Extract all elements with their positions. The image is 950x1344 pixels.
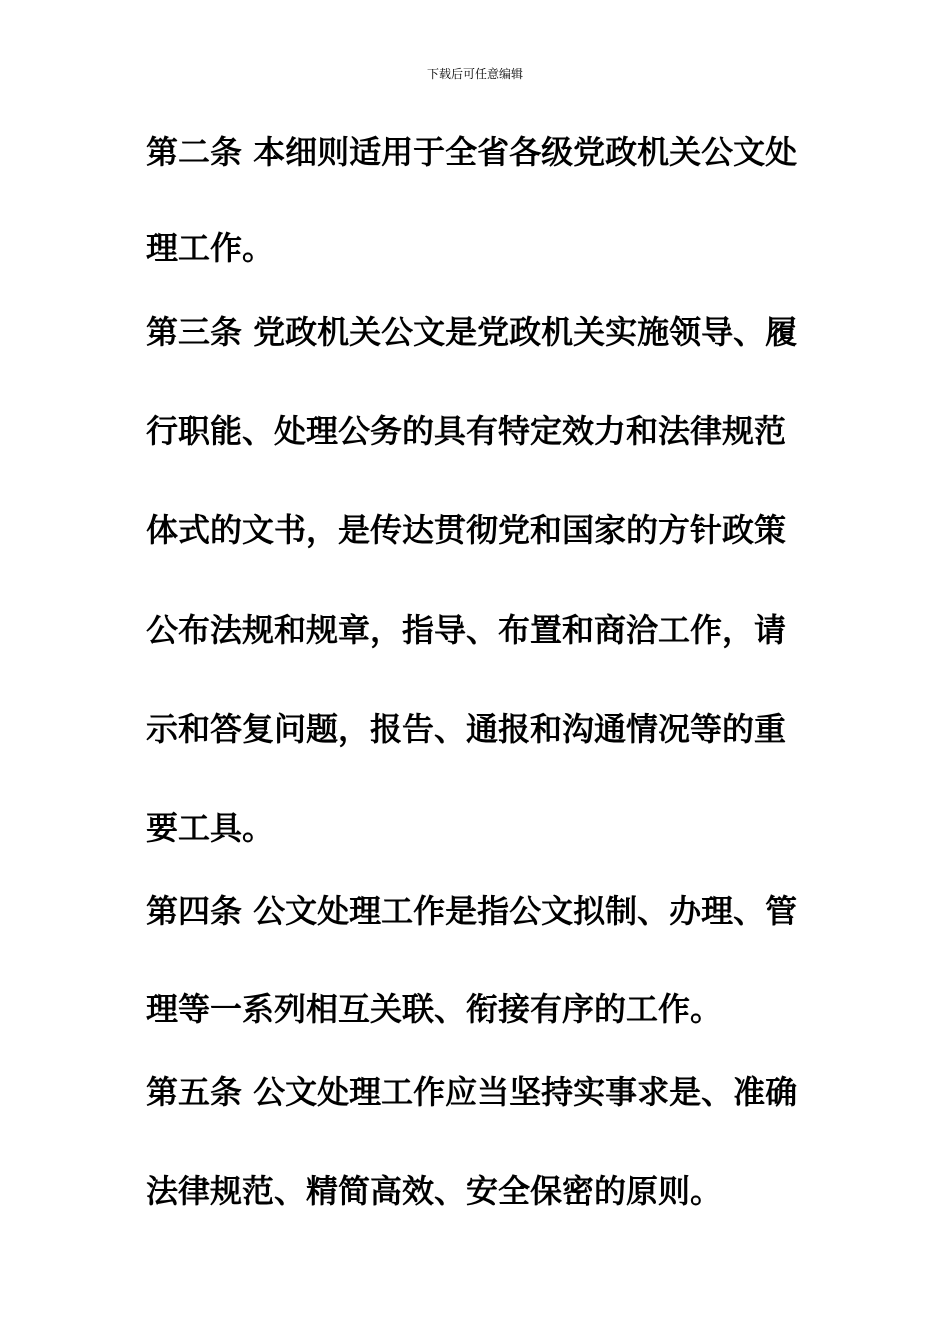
text-line: 公布法规和规章，指导、布置和商洽工作，请 [146,611,787,649]
text-line: 体式的文书，是传达贯彻党和国家的方针政策 [146,511,787,549]
text-line: 第二条 本细则适用于全省各级党政机关公文处 [146,133,798,171]
header-note: 下载后可任意编辑 [426,67,523,81]
text-line: 行职能、处理公务的具有特定效力和法律规范 [146,412,787,450]
text-line: 示和答复问题，报告、通报和沟通情况等的重 [146,710,787,748]
text-line: 第三条 党政机关公文是党政机关实施领导、履 [146,313,798,351]
text-line: 理工作。 [146,229,275,267]
text-line: 要工具。 [146,809,275,847]
text-line: 第四条 公文处理工作是指公文拟制、办理、管 [146,892,798,930]
text-line: 法律规范、精简高效、安全保密的原则。 [146,1172,723,1210]
text-line: 第五条 公文处理工作应当坚持实事求是、准确 [146,1073,798,1111]
text-line: 理等一系列相互关联、衔接有序的工作。 [146,990,723,1028]
